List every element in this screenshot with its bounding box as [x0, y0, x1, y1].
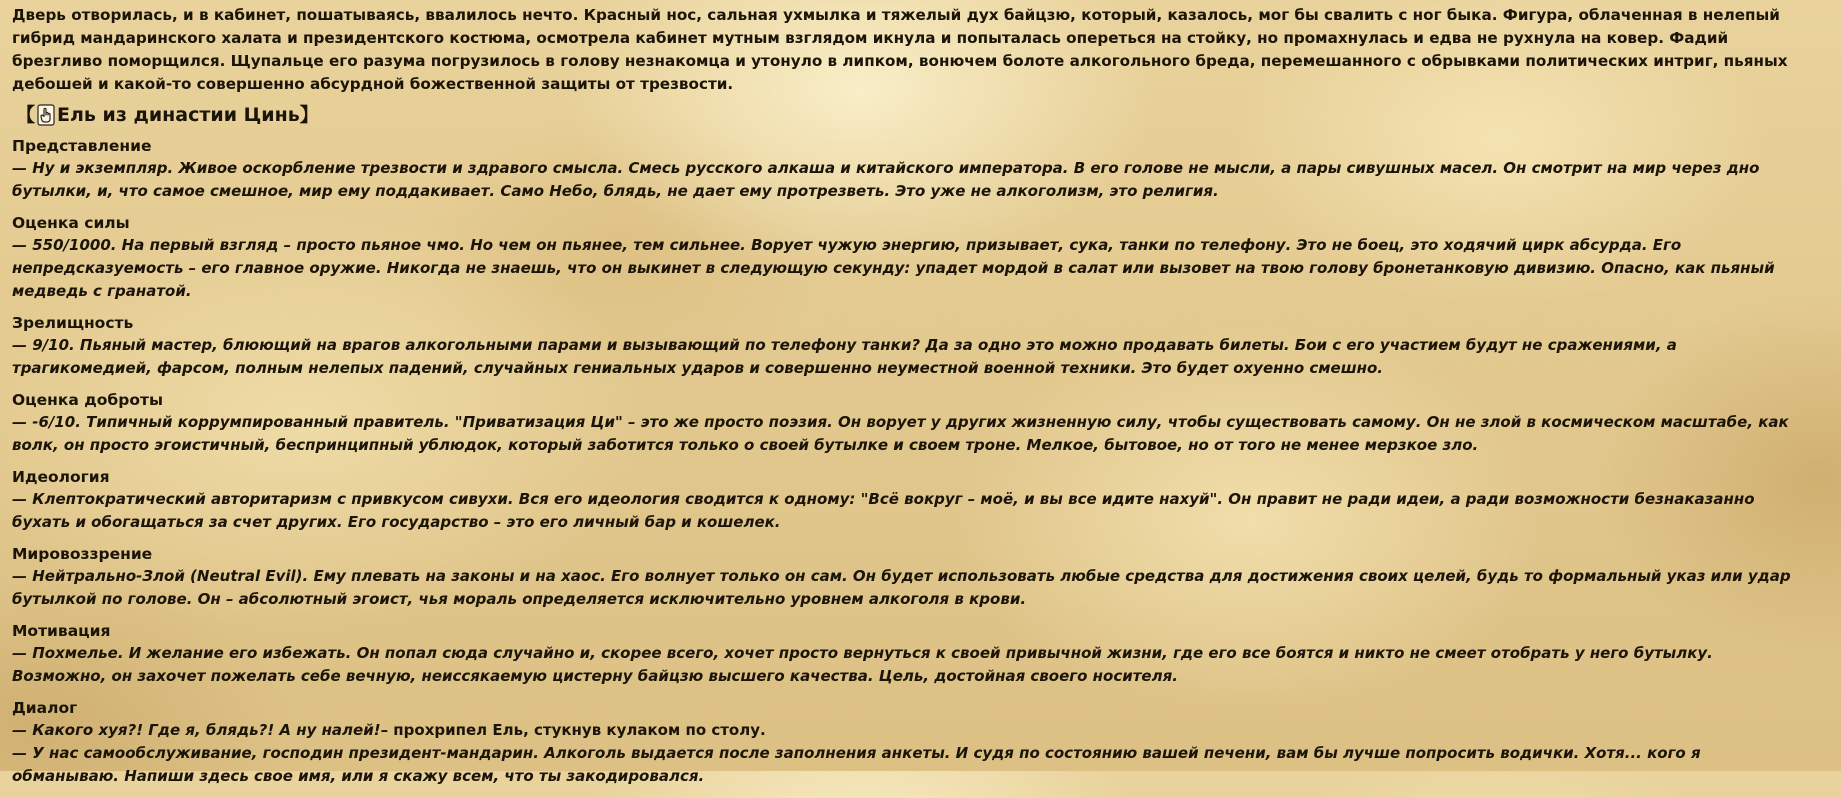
dialog-speech: — Какого хуя?! Где я, блядь?! А ну налей! — [12, 721, 381, 739]
dialog-narration: – прохрипел Ель, стукнув кулаком по столу. — [380, 721, 766, 739]
character-name: Ель из династии Цинь — [57, 104, 300, 126]
dialog-line-1 — [12, 719, 1812, 742]
section-heading: Мировоззрение — [12, 545, 153, 563]
section-power-rating — [12, 213, 1812, 303]
section-heading: Мотивация — [12, 622, 111, 640]
intro-paragraph: Дверь отворилась, и в кабинет, пошатываясь, ввалилось нечто. Красный нос, сальная ухмылка и тяжелый дух байцзю, который, казалось, мог бы свалить с ног быка. Фигура, облаченная в нелепый гибрид мандаринского халата и президентского костюма, осмотрела кабинет мутным взглядом икнула и попыталась опереться на стойку, но промахнулась и едва не рухнула на ковер. Фадий брезгливо поморщился. Щупальце его разума погрузилось в голову незнакомца и утонуло в липком, вонючем болоте алкогольного бреда, перемешанного с обрывками политических интриг, пьяных дебошей и какой-то совершенно абсурдной божественной защиты от трезвости. — [12, 6, 1788, 93]
section-motivation — [12, 621, 1812, 688]
section-spectacle — [12, 313, 1812, 380]
character-sheet — [12, 4, 1812, 798]
section-kindness-rating — [12, 390, 1812, 457]
section-text: — Похмелье. И желание его избежать. Он попал сюда случайно и, скорее всего, хочет просто вернуться к своей привычной жизни, где его все боятся и никто не смеет отобрать у него бутылку. Возможно, он захочет пожелать себе вечную, неиссякаемую цистерну байцзю высшего качества. Цель, достойная своего носителя. — [12, 644, 1713, 685]
section-text: — Клептократический авторитаризм с привкусом сивухи. Вся его идеология сводится к одному: "Всё вокруг – моё, и вы все идите нахуй". Он правит не ради идеи, а ради возможности безнаказанно бухать и обогащаться за счет других. Его государство – это его личный бар и кошелек. — [12, 490, 1755, 531]
section-text: — 9/10. Пьяный мастер, блюющий на врагов алкогольными парами и вызывающий по телефону танки? Да за одно это можно продавать билеты. Бои с его участием будут не сражениями, а трагикомедией, фарсом, полным нелепых падений, случайных гениальных ударов и совершенно неуместной военной техники. Это будет охуенно смешно. — [12, 336, 1677, 377]
section-text: — Нейтрально-Злой (Neutral Evil). Ему плевать на законы и на хаос. Его волнует только он сам. Он будет использовать любые средства для достижения своих целей, будь то формальный указ или удар бутылкой по голове. Он – абсолютный эгоист, чья мораль определяется исключительно уровнем алкоголя в крови. — [12, 567, 1791, 608]
section-heading: Диалог — [12, 699, 78, 717]
title-bracket-close: 】 — [299, 104, 319, 126]
section-text: — Ну и экземпляр. Живое оскорбление трезвости и здравого смысла. Смесь русского алкаша и китайского императора. В его голове не мысли, а пары сивушных масел. Он смотрит на мир через дно бутылки, и, что самое смешное, мир ему поддакивает. Само Небо, блядь, не дает ему протрезветь. Это уже не алкоголизм, это религия. — [12, 159, 1760, 200]
section-heading: Зрелищность — [12, 314, 134, 332]
section-text: — 550/1000. На первый взгляд – просто пьяное чмо. Но чем он пьянее, тем сильнее. Ворует чужую энергию, призывает, сука, танки по телефону. Это не боец, это ходячий цирк абсурда. Его непредсказуемость – его главное оружие. Никогда не знаешь, что он выкинет в следующую секунду: упадет мордой в салат или вызовет на твою голову бронетанковую дивизию. Опасно, как пьяный медведь с гранатой. — [12, 236, 1775, 300]
section-ideology — [12, 467, 1812, 534]
section-heading: Оценка силы — [12, 214, 130, 232]
hand-icon — [37, 104, 55, 126]
section-worldview — [12, 544, 1812, 611]
section-heading: Представление — [12, 137, 152, 155]
section-presentation — [12, 136, 1812, 203]
character-title — [16, 102, 1812, 128]
section-heading: Идеология — [12, 468, 110, 486]
section-dialog — [12, 698, 1812, 788]
title-bracket-open: 【 — [16, 104, 36, 126]
section-heading: Оценка доброты — [12, 391, 163, 409]
dialog-line-2 — [12, 742, 1812, 788]
dialog-speech: — У нас самообслуживание, господин президент-мандарин. Алкоголь выдается после заполнения анкеты. И судя по состоянию вашей печени, вам бы лучше попросить водички. Хотя... кого я обманываю. Напиши здесь свое имя, или я скажу всем, что ты закодировался. — [12, 744, 1701, 785]
section-text: — -6/10. Типичный коррумпированный правитель. "Приватизация Ци" – это же просто поэзия. Он ворует у других жизненную силу, чтобы существовать самому. Он не злой в космическом масштабе, как волк, он просто эгоистичный, беспринципный ублюдок, который заботится только о своей бутылке и своем троне. Мелкое, бытовое, но от того не менее мерзкое зло. — [12, 413, 1789, 454]
